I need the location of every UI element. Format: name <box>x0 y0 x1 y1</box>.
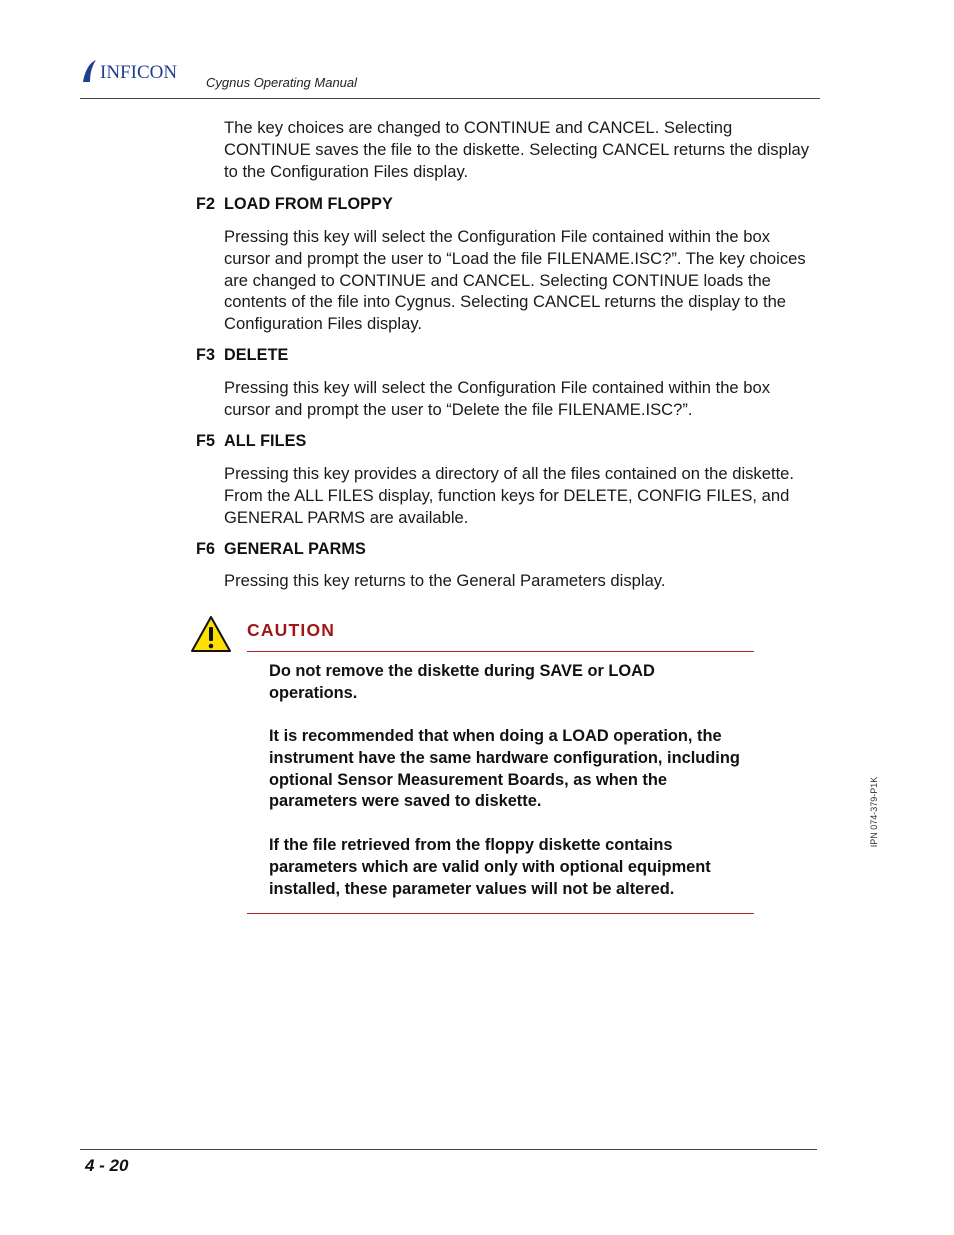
manual-title: Cygnus Operating Manual <box>206 75 358 90</box>
section-key: F2 <box>196 195 216 213</box>
caution-bottom-rule <box>247 913 754 914</box>
caution-top-rule <box>247 651 754 652</box>
document-ipn-label: IPN 074-379-P1K <box>869 776 879 848</box>
section-title: DELETE <box>224 346 289 364</box>
caution-paragraph-3: If the file retrieved from the floppy diskette contains parameters which are valid only with optional equipment installed, these parameter values will not be altered. <box>269 836 711 898</box>
inficon-logo-mark <box>83 60 96 82</box>
section-title: GENERAL PARMS <box>224 540 366 558</box>
page-number: 4 - 20 <box>85 1156 129 1175</box>
section-key: F6 <box>196 540 216 558</box>
section-body-f2: Pressing this key will select the Configuration File contained within the box cursor and prompt the user to “Load the file FILENAME.ISC?”. The key choices are changed to CONTINUE and CANCEL. Selecting CONTINUE loads the contents of the file into Cygnus. Selecting CANCEL returns the display to the Configuration Files display. <box>224 227 806 334</box>
section-title: LOAD FROM FLOPPY <box>224 195 393 213</box>
section-heading-f5 <box>196 432 306 451</box>
section-body-f3: Pressing this key will select the Configuration File contained within the box cursor and prompt the user to “Delete the file FILENAME.ISC?”. <box>224 378 771 419</box>
section-body-f5: Pressing this key provides a directory of all the files contained on the diskette. From the ALL FILES display, function keys for DELETE, CONFIG FILES, and GENERAL PARMS are available. <box>224 464 795 527</box>
section-heading-f3 <box>196 346 288 365</box>
header-divider <box>80 98 820 99</box>
section-heading-f2 <box>196 195 393 214</box>
section-key: F3 <box>196 346 216 364</box>
intro-paragraph: The key choices are changed to CONTINUE and CANCEL. Selecting CONTINUE saves the file to the diskette. Selecting CANCEL returns the display to the Configuration Files display. <box>224 118 810 181</box>
caution-paragraph-2: It is recommended that when doing a LOAD operation, the instrument have the same hardware configuration, including optional Sensor Measurement Boards, as when the parameters were saved to diskette. <box>269 727 740 811</box>
inficon-logo <box>80 58 198 84</box>
footer-divider <box>80 1149 817 1150</box>
warning-icon <box>190 615 232 653</box>
section-key: F5 <box>196 432 216 450</box>
section-title: ALL FILES <box>224 432 307 450</box>
section-heading-f6 <box>196 540 366 559</box>
section-body-f6: Pressing this key returns to the General Parameters display. <box>224 571 666 590</box>
caution-paragraph-1: Do not remove the diskette during SAVE or LOAD operations. <box>269 662 655 702</box>
caution-title: CAUTION <box>247 620 336 640</box>
inficon-logo-text: INFICON <box>100 62 178 83</box>
